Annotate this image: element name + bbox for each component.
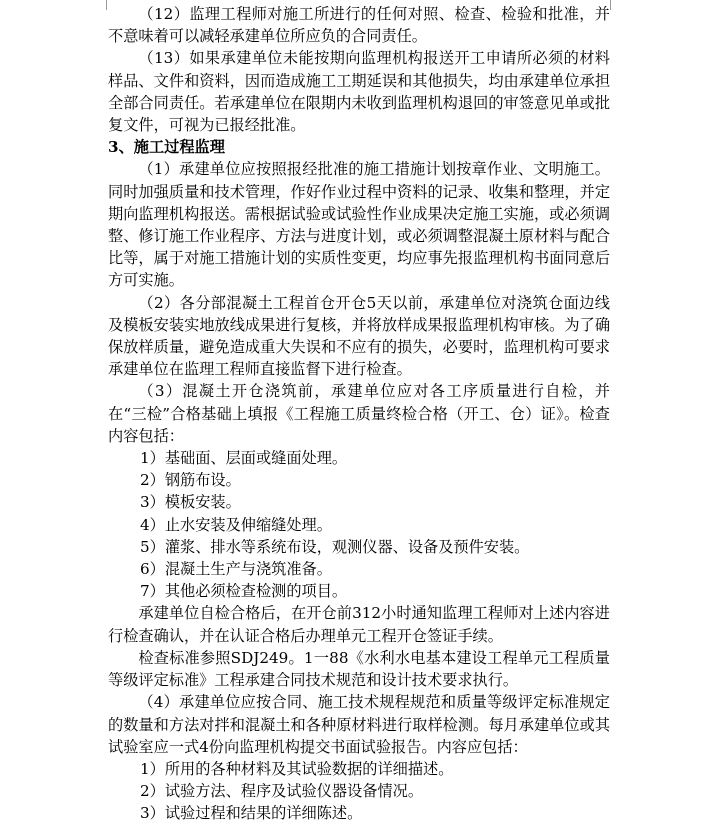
- document-body: [108, 3, 610, 825]
- section3-paragraph-3-followup-1: 承建单位自检合格后，在开仓前312小时通知监理工程师对上述内容进行检查确认，并在认证合格后办理单元工程开仓签证手续。: [108, 604, 610, 645]
- section3-paragraph-1: （1）承建单位应按照报经批准的施工措施计划按章作业、文明施工。同时加强质量和技术管理，作好作业过程中资料的记录、收集和整理，并定期向监理机构报送。需根据试验或试验性作业成果决定施工实施，或必须调整、修订施工作业程序、方法与进度计划，或必须调整混凝土原材料与配合比等，属于对施工措施计划的实质性变更，均应事先报监理机构书面同意后方可实施。: [108, 160, 610, 290]
- inspection-item-7: 7）其他必须检查检测的项目。: [140, 582, 348, 601]
- section3-paragraph-3: （3）混凝土开仓浇筑前，承建单位应对各工序质量进行自检，并在“三检”合格基础上填报《工程施工质量终检合格（开工、仓）证》。检查内容包括：: [108, 382, 610, 445]
- paragraph-13: （13）如果承建单位未能按期向监理机构报送开工申请所必须的材料样品、文件和资料，因而造成施工工期延误和其他损失，均由承建单位承担全部合同责任。若承建单位在限期内未收到监理机构退回的审签意见单或批复文件，可视为已报经批准。: [108, 49, 610, 135]
- inspection-item-6: 6）混凝土生产与浇筑准备。: [140, 560, 332, 579]
- section3-paragraph-4: （4）承建单位应按合同、施工技术规程规范和质量等级评定标准规定的数量和方法对拌和混凝土和各种原材料进行取样检测。每月承建单位或其试验室应一式4份向监理机构提交书面试验报告。内容应包括：: [108, 693, 610, 756]
- inspection-item-3: 3）模板安装。: [140, 493, 241, 512]
- report-item-1: 1）所用的各种材料及其试验数据的详细描述。: [140, 759, 454, 778]
- inspection-item-4: 4）止水安装及伸缩缝处理。: [140, 515, 332, 534]
- report-item-3: 3）试验过程和结果的详细陈述。: [140, 804, 363, 823]
- page-corner-mark-right: [610, 0, 633, 10]
- inspection-item-2: 2）钢筋布设。: [140, 471, 241, 490]
- report-item-2: 2）试验方法、程序及试验仪器设备情况。: [140, 782, 424, 801]
- inspection-item-1: 1）基础面、层面或缝面处理。: [140, 449, 348, 468]
- section3-paragraph-2: （2）各分部混凝土工程首仓开仓5天以前，承建单位对浇筑仓面边线及模板安装实地放线成果进行复核，并将放样成果报监理机构审核。为了确保放样质量，避免造成重大失误和不应有的损失，必要时，监理机构可要求承建单位在监理工程师直接监督下进行检查。: [108, 293, 610, 379]
- section3-paragraph-3-followup-2: 检查标准参照SDJ249。1一88《水利水电基本建设工程单元工程质量等级评定标准》工程承建合同技术规范和设计技术要求执行。: [108, 648, 610, 690]
- paragraph-12: （12）监理工程师对施工所进行的任何对照、检查、检验和批准，并不意味着可以减轻承建单位所应负的合同责任。: [108, 5, 610, 46]
- section-heading-construction-supervision: 3、施工过程监理: [108, 138, 225, 157]
- inspection-item-5: 5）灌浆、排水等系统布设，观测仪器、设备及预件安装。: [140, 537, 530, 556]
- page-corner-mark-left: [84, 0, 107, 10]
